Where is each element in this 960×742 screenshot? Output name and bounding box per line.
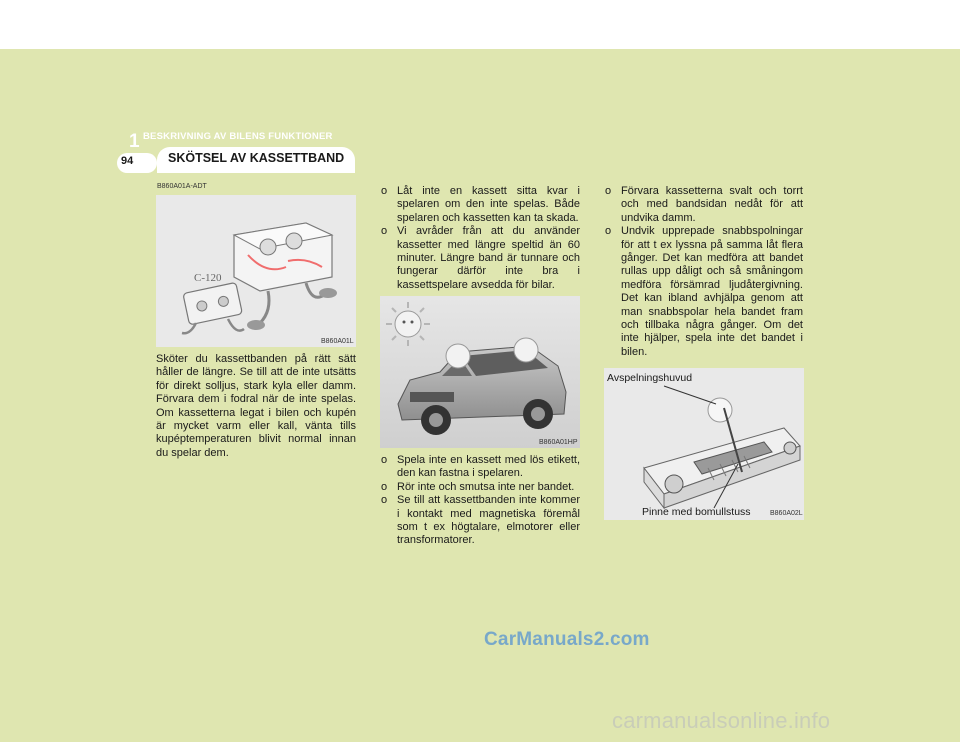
list-item: o Spela inte en kassett med lös etikett, den kan fastna i spelaren. [381,454,580,480]
intro-paragraph: Sköter du kassettbanden på rätt sätt håller de längre. Se till att de inte utsätts för direkt solljus, stark kyla eller damm. Förvara dem i fodral när de inte spelas. Om kassetterna legat i bilen och kupén är mycket varm eller kall, vänta tills kupéptemperaturen blivit normal innan du spelar dem. [156,353,356,459]
cleaning-drawing [604,368,804,520]
list-item: o Låt inte en kassett sitta kvar i spelaren om den inte spelas. Både spelaren och kassetten kan ta skada. [381,185,580,224]
label-cotton-swab: Pinne med bomullstuss [642,506,751,518]
chapter-number: 1 [129,131,140,152]
car-illustration [380,296,580,448]
cleaning-illustration [604,368,804,520]
watermark-carmanuals2: CarManuals2.com [484,629,650,650]
bullet-list-right [605,185,803,359]
list-item: o Rör inte och smutsa inte ner bandet. [381,480,575,493]
page-number: 94 [121,155,134,167]
section-title: SKÖTSEL AV KASSETTBAND [168,151,345,165]
image-code: B860A01L [321,338,354,345]
cassette-illustration [156,195,356,347]
list-item: o Undvik upprepade snabbspolningar för att t ex lyssna på samma låt flera gånger. Det kan medföra att bandet rullas upp dåligt och så småningom medföra försämrad ljudåtergivning. Det kan ibland avhjälpa genom att man snabbspolar hela bandet fram och tillbaka några gånger. Om det inte hjälper, spela inte det bandet i bilen. [605,225,803,358]
car-drawing [380,296,580,448]
cassette-label-text: C-120 [194,272,222,284]
cassette-drawing [156,195,356,347]
reference-code: B860A01A-ADT [157,183,207,190]
bullet-list-top [381,185,580,292]
image-code: B860A01HP [539,439,578,446]
list-item: o Förvara kassetterna svalt och torrt och med bandsidan nedåt för att undvika damm. [605,185,803,224]
bullet-list-bottom [381,454,580,548]
list-item: o Vi avråder från att du använder kassetter med längre speltid än 60 minuter. Längre band är tunnare och fungerar därför inte bra i kassettspelare avsedda för bilar. [381,225,580,291]
image-code: B860A02L [770,510,803,517]
label-playback-head: Avspelningshuvud [607,372,693,384]
watermark-carmanualsonline: carmanualsonline.info [612,708,831,733]
list-item: o Se till att kassettbanden inte kommer i kontakt med magnetiska föremål som t ex högtalare, elmotorer eller transformatorer. [381,494,580,547]
chapter-title: BESKRIVNING AV BILENS FUNKTIONER [143,131,333,142]
